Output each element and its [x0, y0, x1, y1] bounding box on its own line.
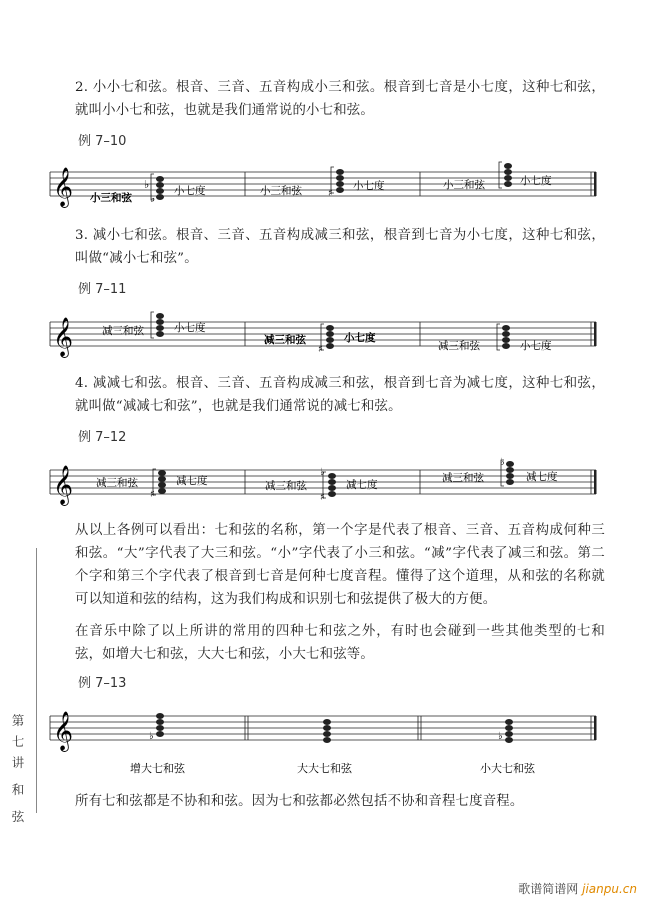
paragraph-diminished-diminished-seventh: 4. 减减七和弦。根音、三音、五音构成减三和弦，根音到七音为减七度，这种七和弦，就叫做“减减七和弦”，也就是我们通常说的减七和弦。 — [75, 376, 605, 414]
svg-text:♭: ♭ — [500, 457, 505, 468]
watermark-site: jianpu.cn — [582, 882, 637, 896]
svg-text:♭: ♭ — [320, 467, 325, 478]
svg-text:♯: ♯ — [150, 489, 155, 500]
staff-label: 大大七和弦 — [297, 762, 352, 775]
example-label-7-13: 例 7–13 — [78, 676, 127, 691]
staff-label: 小七度 — [520, 340, 552, 352]
treble-clef-icon: 𝄞 — [53, 167, 74, 207]
svg-text:♭: ♭ — [144, 178, 150, 191]
paragraph-other-types: 在音乐中除了以上所讲的常用的四种七和弦之外，有时也会碰到一些其他类型的七和弦，如增大七和弦，大大七和弦，小大七和弦等。 — [75, 624, 605, 662]
staff-label: 小三和弦 — [260, 185, 302, 197]
staff-label: 减七度 — [346, 479, 378, 491]
staff-label: 减三和弦 — [265, 480, 307, 492]
treble-clef-icon: 𝄞 — [53, 317, 74, 357]
staff-label: 小三和弦 — [90, 192, 132, 204]
watermark — [518, 880, 637, 897]
paragraph-summary: 从以上各例可以看出：七和弦的名称，第一个字是代表了根音、三音、五音构成何种三和弦。“大”字代表了大三和弦。“小”字代表了小三和弦。“减”字代表了减三和弦。第二个字和第三个字代表了根音到七音是何种七度音程。懂得了这个道理，从和弦的名称就可以知道和弦的结构，这为我们构成和识别七和弦提供了极大的方便。 — [75, 523, 605, 607]
treble-clef-icon: 𝄞 — [53, 465, 74, 505]
staff-label: 增大七和弦 — [130, 762, 185, 775]
staff-label: 减三和弦 — [438, 340, 480, 352]
sidebar-char: 讲 — [11, 755, 25, 770]
svg-text:♭: ♭ — [149, 731, 154, 742]
svg-text:♭: ♭ — [150, 192, 156, 205]
staff-label: 小三和弦 — [443, 179, 485, 191]
staff-example-7-12 — [50, 457, 598, 510]
staff-label: 小七度 — [353, 180, 385, 192]
staff-label: 减三和弦 — [102, 325, 144, 337]
svg-text:♯: ♯ — [318, 344, 323, 355]
staff-label: 减七度 — [176, 475, 208, 487]
paragraph-dissonance: 所有七和弦都是不协和和弦。因为七和弦都必然包括不协和音程七度音程。 — [75, 794, 524, 809]
staff-label: 减三和弦 — [264, 334, 306, 346]
svg-text:♭: ♭ — [498, 731, 503, 742]
staff-example-7-11 — [50, 312, 598, 362]
staff-label: 减三和弦 — [96, 477, 138, 489]
sidebar-char: 和 — [11, 782, 25, 797]
sidebar-chapter-label — [8, 710, 28, 827]
example-label-7-10: 例 7–10 — [78, 134, 127, 149]
sidebar-rule — [36, 548, 37, 813]
staff-label: 小七度 — [520, 175, 552, 187]
sidebar-char: 弦 — [11, 809, 25, 824]
example-label-7-11: 例 7–11 — [78, 282, 127, 297]
treble-clef-icon: 𝄞 — [53, 711, 74, 751]
staff-label: 小大七和弦 — [480, 762, 535, 775]
paragraph-diminished-minor-seventh: 3. 减小七和弦。根音、三音、五音构成减三和弦，根音到七音为小七度，这种七和弦，叫做“减小七和弦”。 — [75, 228, 605, 266]
svg-text:♯: ♯ — [320, 492, 325, 503]
sidebar-char: 第 — [11, 713, 25, 728]
staff-label: 减三和弦 — [442, 472, 484, 484]
staff-example-7-13 — [50, 702, 598, 782]
example-label-7-12: 例 7–12 — [78, 430, 127, 445]
staff-label: 减七度 — [526, 471, 558, 483]
staff-example-7-10 — [50, 162, 598, 212]
watermark-text: 歌谱简谱网 — [518, 882, 579, 896]
staff-label: 小七度 — [174, 322, 206, 334]
paragraph-minor-minor-seventh: 2. 小小七和弦。根音、三音、五音构成小三和弦。根音到七音是小七度，这种七和弦，就叫小小七和弦，也就是我们通常说的小七和弦。 — [75, 80, 605, 118]
svg-text:♯: ♯ — [328, 188, 333, 199]
staff-label: 小七度 — [344, 332, 376, 344]
staff-label: 小七度 — [174, 185, 206, 197]
sidebar-char: 七 — [11, 734, 25, 749]
